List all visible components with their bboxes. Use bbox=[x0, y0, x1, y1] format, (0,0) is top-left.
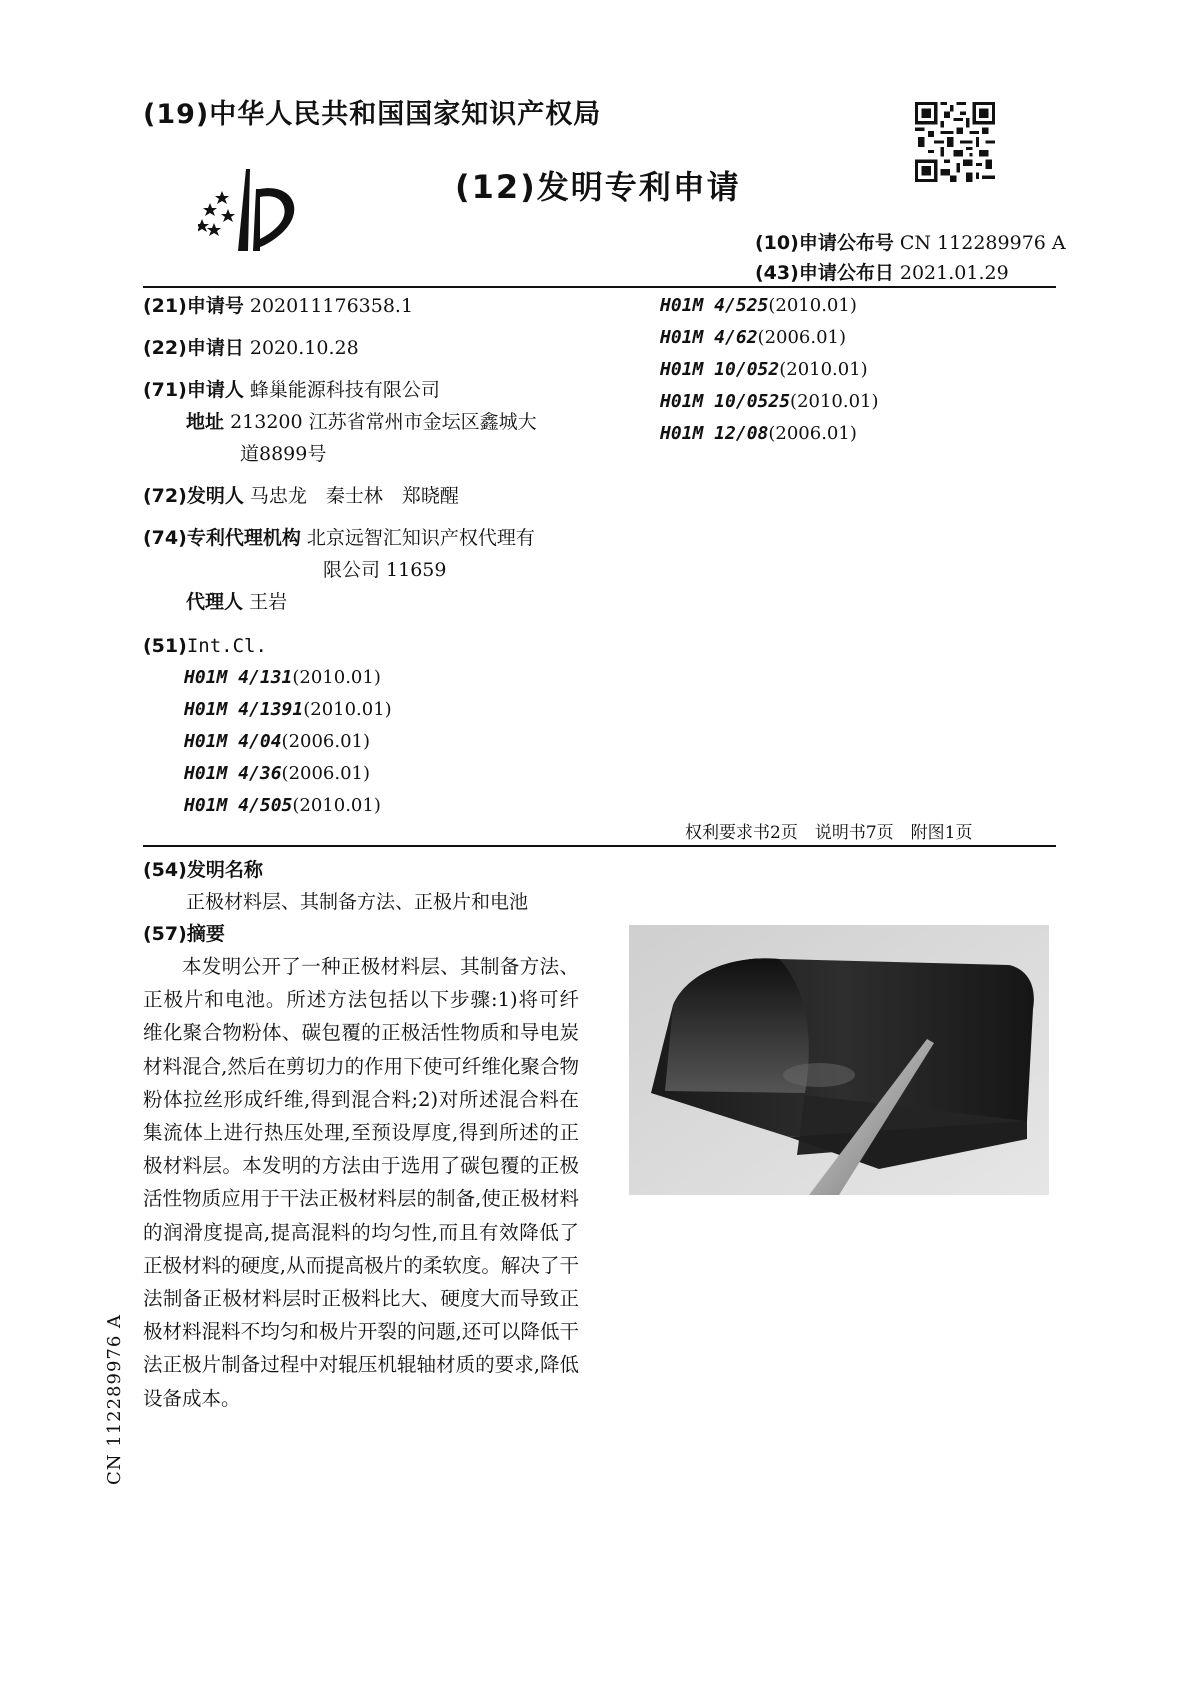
ipc-version: (2006.01) bbox=[281, 763, 371, 784]
publication-date bbox=[755, 258, 1009, 285]
ipc-entry bbox=[184, 758, 392, 790]
address-line-1: 213200 江苏省常州市金坛区鑫城大 bbox=[230, 411, 537, 433]
publication-number-value: CN 112289976 A bbox=[899, 232, 1066, 254]
address-line-2: 道8899号 bbox=[240, 443, 327, 465]
ipc-entry bbox=[184, 694, 392, 726]
ipc-list-right bbox=[660, 290, 879, 450]
logo-star bbox=[203, 203, 217, 216]
ipc-entry bbox=[660, 418, 879, 450]
field-label: 申请号 bbox=[186, 295, 244, 317]
field-label: Int.Cl. bbox=[186, 635, 267, 657]
field-code: (51) bbox=[143, 635, 187, 657]
int-cl-heading bbox=[143, 630, 267, 662]
ipc-entry bbox=[660, 386, 879, 418]
abstract-heading bbox=[143, 918, 225, 950]
invention-title: 正极材料层、其制备方法、正极片和电池 bbox=[186, 891, 529, 913]
abstract-text: 本发明公开了一种正极材料层、其制备方法、正极片和电池。所述方法包括以下步骤:1)将可纤维化聚合物粉体、碳包覆的正极活性物质和导电炭材料混合,然后在剪切力的作用下使可纤维化聚合物粉体拉丝形成纤维,得到混合料;2)对所述混合料在集流体上进行热压处理,至预设厚度,得到所述的正极材料层。本发明的方法由于选用了碳包覆的正极活性物质应用于干法正极材料层的制备,使正极材料的润滑度提高,提高混料的均匀性,而且有效降低了正极材料的硬度,从而提高极片的柔软度。解决了干法制备正极材料层时正极料比大、硬度大而导致正极材料混料不均匀和极片开裂的问题,还可以降低干法正极片制备过程中对辊压机辊轴材质的要求,降低设备成本。 bbox=[143, 955, 579, 1410]
field-code: (57) bbox=[143, 923, 187, 945]
ipc-class: H01M 4/525 bbox=[660, 295, 769, 316]
field-label: 摘要 bbox=[186, 923, 225, 945]
applicant bbox=[143, 374, 440, 406]
ipc-version: (2006.01) bbox=[281, 731, 371, 752]
field-label: 发明人 bbox=[186, 485, 244, 507]
agent bbox=[186, 586, 287, 618]
publication-date-value: 2021.01.29 bbox=[899, 262, 1009, 284]
cnipa-logo bbox=[198, 163, 310, 255]
ipc-class: H01M 10/052 bbox=[660, 359, 780, 380]
document-type: (12)发明专利申请 bbox=[455, 168, 741, 206]
ipc-entry bbox=[660, 322, 879, 354]
publication-date-code: (43) bbox=[755, 262, 799, 284]
section-divider bbox=[143, 845, 1056, 847]
ipc-class: H01M 4/62 bbox=[660, 327, 758, 348]
publication-date-label: 申请公布日 bbox=[798, 262, 894, 284]
inventors bbox=[143, 480, 459, 512]
ipc-entry bbox=[660, 354, 879, 386]
logo-star bbox=[221, 209, 235, 222]
ipc-version: (2010.01) bbox=[790, 391, 879, 412]
ipc-class: H01M 4/131 bbox=[184, 667, 293, 688]
logo-star bbox=[207, 223, 221, 236]
ipc-version: (2010.01) bbox=[292, 667, 381, 688]
ipc-class: H01M 12/08 bbox=[660, 423, 769, 444]
ipc-entry bbox=[660, 290, 879, 322]
field-label: 申请日 bbox=[186, 337, 244, 359]
qr-code bbox=[915, 102, 995, 182]
field-code: (22) bbox=[143, 337, 187, 359]
ipc-class: H01M 10/0525 bbox=[660, 391, 791, 412]
application-number bbox=[143, 290, 413, 322]
field-value: 2020.10.28 bbox=[249, 337, 359, 359]
address bbox=[186, 406, 537, 438]
ipc-version: (2010.01) bbox=[768, 295, 857, 316]
field-value: 202011176358.1 bbox=[249, 295, 414, 317]
field-code: (21) bbox=[143, 295, 187, 317]
ipc-version: (2010.01) bbox=[292, 795, 381, 816]
field-label: 申请人 bbox=[186, 379, 244, 401]
ipc-entry bbox=[184, 726, 392, 758]
field-value: 王岩 bbox=[249, 591, 288, 613]
agency-line-2: 限公司 11659 bbox=[323, 559, 447, 581]
field-code: (72) bbox=[143, 485, 187, 507]
application-date bbox=[143, 332, 359, 364]
publication-number bbox=[755, 228, 1066, 255]
logo-star bbox=[198, 219, 209, 232]
ipc-class: H01M 4/505 bbox=[184, 795, 293, 816]
logo-star bbox=[215, 191, 229, 204]
ipc-class: H01M 4/36 bbox=[184, 763, 282, 784]
field-label: 专利代理机构 bbox=[186, 527, 301, 549]
abstract-figure-photo bbox=[629, 925, 1049, 1195]
field-label: 地址 bbox=[186, 411, 225, 433]
ipc-list-left bbox=[184, 662, 392, 822]
agency-line-1: 北京远智汇知识产权代理有 bbox=[306, 527, 535, 549]
ipc-version: (2006.01) bbox=[757, 327, 847, 348]
ipc-version: (2010.01) bbox=[303, 699, 392, 720]
field-code: (74) bbox=[143, 527, 187, 549]
ipc-entry bbox=[184, 790, 392, 822]
field-value: 蜂巢能源科技有限公司 bbox=[249, 379, 440, 401]
publication-number-label: 申请公布号 bbox=[798, 232, 894, 254]
field-code: (71) bbox=[143, 379, 187, 401]
ipc-class: H01M 4/1391 bbox=[184, 699, 304, 720]
side-publication-number: CN 112289976 A bbox=[104, 1313, 125, 1485]
field-value: 马忠龙 秦士林 郑晓醒 bbox=[249, 485, 459, 507]
page-counts: 权利要求书2页 说明书7页 附图1页 bbox=[685, 823, 973, 843]
office-name: (19)中华人民共和国国家知识产权局 bbox=[143, 99, 602, 130]
publication-number-code: (10) bbox=[755, 232, 799, 254]
ipc-version: (2010.01) bbox=[779, 359, 868, 380]
ipc-class: H01M 4/04 bbox=[184, 731, 282, 752]
field-label: 代理人 bbox=[186, 591, 244, 613]
invention-title-heading bbox=[143, 854, 263, 886]
ipc-version: (2006.01) bbox=[768, 423, 857, 444]
field-label: 发明名称 bbox=[186, 859, 263, 881]
patent-agency bbox=[143, 522, 535, 554]
ipc-entry bbox=[184, 662, 392, 694]
header-divider bbox=[143, 286, 1056, 288]
field-code: (54) bbox=[143, 859, 187, 881]
